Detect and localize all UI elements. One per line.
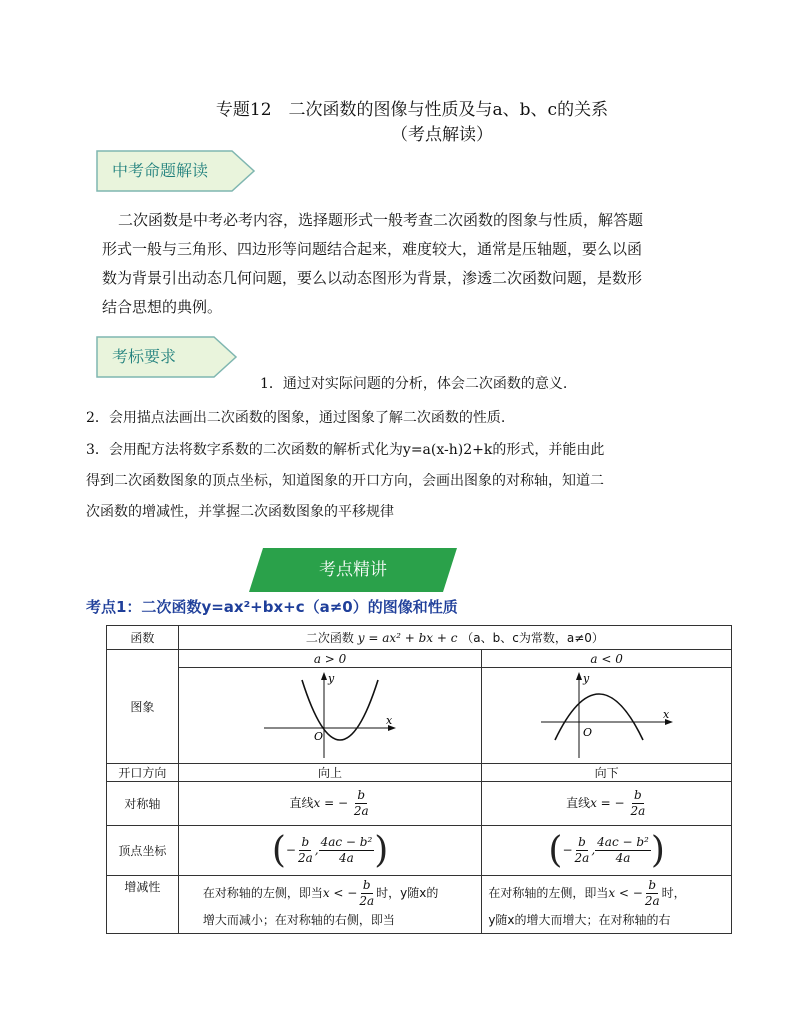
banner-label: 考点精讲 xyxy=(319,560,387,580)
origin-label: O xyxy=(582,726,592,739)
req-item-2: 2．会用描点法画出二次函数的图象，通过图象了解二次函数的性质. xyxy=(86,410,506,426)
row-label: 对称轴 xyxy=(107,782,179,826)
frac-den: 2a xyxy=(574,851,590,865)
vertex-neg: (− $\frac{b}{2a}$ , $\frac{\text{4ac − b²}}{4a}$ ) xyxy=(482,826,732,876)
req-line: 得到二次函数图象的顶点坐标，知道图象的开口方向，会画出图象的对称轴，知道二 xyxy=(86,473,604,489)
table-row xyxy=(107,876,732,934)
axis-y-label: y xyxy=(328,672,335,685)
axis-expr: x = − xyxy=(590,796,625,810)
parabola-up-graph xyxy=(260,668,400,760)
banner-label: 考标要求 xyxy=(112,347,177,366)
row-label: 增减性 xyxy=(107,876,179,934)
fraction xyxy=(296,835,315,866)
function-cell xyxy=(178,626,731,650)
cond-neg: a < 0 xyxy=(482,650,732,668)
axis-y-label: y xyxy=(582,672,589,685)
frac-den: 2a xyxy=(630,804,646,818)
graph-pos-cell xyxy=(178,668,482,764)
frac-den: 2a xyxy=(644,894,660,908)
frac-num: b xyxy=(301,835,310,849)
frac-num: 4ac − b² xyxy=(597,835,649,849)
incdec-ineq: x < − xyxy=(322,886,358,900)
row-label: 顶点坐标 xyxy=(107,826,179,876)
frac-den: 4a xyxy=(615,851,631,865)
open-neg: 向下 xyxy=(482,764,732,782)
table-row xyxy=(107,826,732,876)
req-item-3 xyxy=(86,436,726,527)
banner-kaodian xyxy=(249,548,457,592)
fraction xyxy=(573,835,592,866)
incdec-line2: 增大而减小；在对称轴的右侧，即当 xyxy=(202,913,395,927)
axis-neg xyxy=(482,782,732,826)
graph-neg-cell xyxy=(482,668,732,764)
incdec-neg xyxy=(482,876,732,934)
fraction xyxy=(643,878,662,909)
axis-x-label: x xyxy=(662,708,669,721)
row-label: 图象 xyxy=(107,650,179,764)
paragraph-line: 形式一般与三角形、四边形等问题结合起来，难度较大，通常是压轴题，要么以函 xyxy=(102,240,643,258)
incdec-text: 时，y随x的 xyxy=(376,886,439,900)
fraction xyxy=(352,788,371,819)
frac-den: 2a xyxy=(359,894,375,908)
frac-num: b xyxy=(648,878,657,892)
fraction xyxy=(628,788,647,819)
table-row xyxy=(107,668,732,764)
frac-num: b xyxy=(357,788,366,802)
axis-prefix: 直线 xyxy=(566,796,591,810)
function-expr: y = ax² + bx + c xyxy=(357,631,458,645)
fraction xyxy=(595,835,651,866)
req-line: 3．会用配方法将数字系数的二次函数的解析式化为y=a(x-h)2+k的形式，并能由此 xyxy=(86,442,605,458)
incdec-text: 在对称轴的左侧，即当 xyxy=(202,886,323,900)
paragraph-line: 结合思想的典例。 xyxy=(102,298,223,316)
kaodian-title: 考点1：二次函数y=ax²+bx+c（a≠0）的图像和性质 xyxy=(86,598,458,616)
paragraph-line: 数为背景引出动态几何问题，要么以动态图形为背景，渗透二次函数问题，是数形 xyxy=(102,269,643,287)
axis-x-label: x xyxy=(386,714,393,727)
paragraph-line: 二次函数是中考必考内容，选择题形式一般考查二次函数的图象与性质，解答题 xyxy=(118,211,644,229)
vertex-pos: (− $\frac{b}{2a}$ , $\frac{\text{4ac − b²}}{4a}$ ) xyxy=(178,826,482,876)
frac-den: 2a xyxy=(353,804,369,818)
properties-table xyxy=(106,625,732,934)
table-row xyxy=(107,650,732,668)
origin-label: O xyxy=(314,730,324,743)
req-line: 次函数的增减性，并掌握二次函数图象的平移规律 xyxy=(86,504,394,520)
row-label: 函数 xyxy=(107,626,179,650)
axis-expr: x = − xyxy=(313,796,349,810)
incdec-pos xyxy=(178,876,482,934)
table-row xyxy=(107,782,732,826)
table-row xyxy=(107,626,732,650)
fraction xyxy=(319,835,375,866)
frac-num: b xyxy=(362,878,371,892)
incdec-line2: y随x的增大而增大；在对称轴的右 xyxy=(488,913,671,927)
frac-den: 2a xyxy=(297,851,313,865)
page-subtitle: （考点解读） xyxy=(391,125,493,145)
function-suffix: （a、b、c为常数，a≠0） xyxy=(461,631,604,645)
frac-num: b xyxy=(633,788,642,802)
frac-num: 4ac − b² xyxy=(320,835,373,849)
table-row xyxy=(107,764,732,782)
axis-prefix: 直线 xyxy=(289,796,314,810)
fraction xyxy=(357,878,376,909)
req-item-1: 1．通过对实际问题的分析，体会二次函数的意义. xyxy=(260,376,568,392)
row-label: 开口方向 xyxy=(107,764,179,782)
incdec-text: 在对称轴的左侧，即当 xyxy=(488,886,609,900)
axis-pos xyxy=(178,782,482,826)
incdec-text: 时， xyxy=(661,886,686,900)
incdec-ineq: x < − xyxy=(608,886,643,900)
intro-paragraph xyxy=(102,206,678,322)
banner-zhongkao xyxy=(96,150,256,192)
open-pos: 向上 xyxy=(178,764,482,782)
page-title: 专题12 二次函数的图像与性质及与a、b、c的关系 xyxy=(215,100,609,120)
banner-label: 中考命题解读 xyxy=(112,161,209,180)
cond-pos: a > 0 xyxy=(178,650,482,668)
parabola-down-graph xyxy=(537,668,677,760)
frac-den: 4a xyxy=(339,851,354,865)
banner-kaobiao xyxy=(96,336,238,378)
frac-num: b xyxy=(578,835,586,849)
function-prefix: 二次函数 xyxy=(305,631,354,645)
